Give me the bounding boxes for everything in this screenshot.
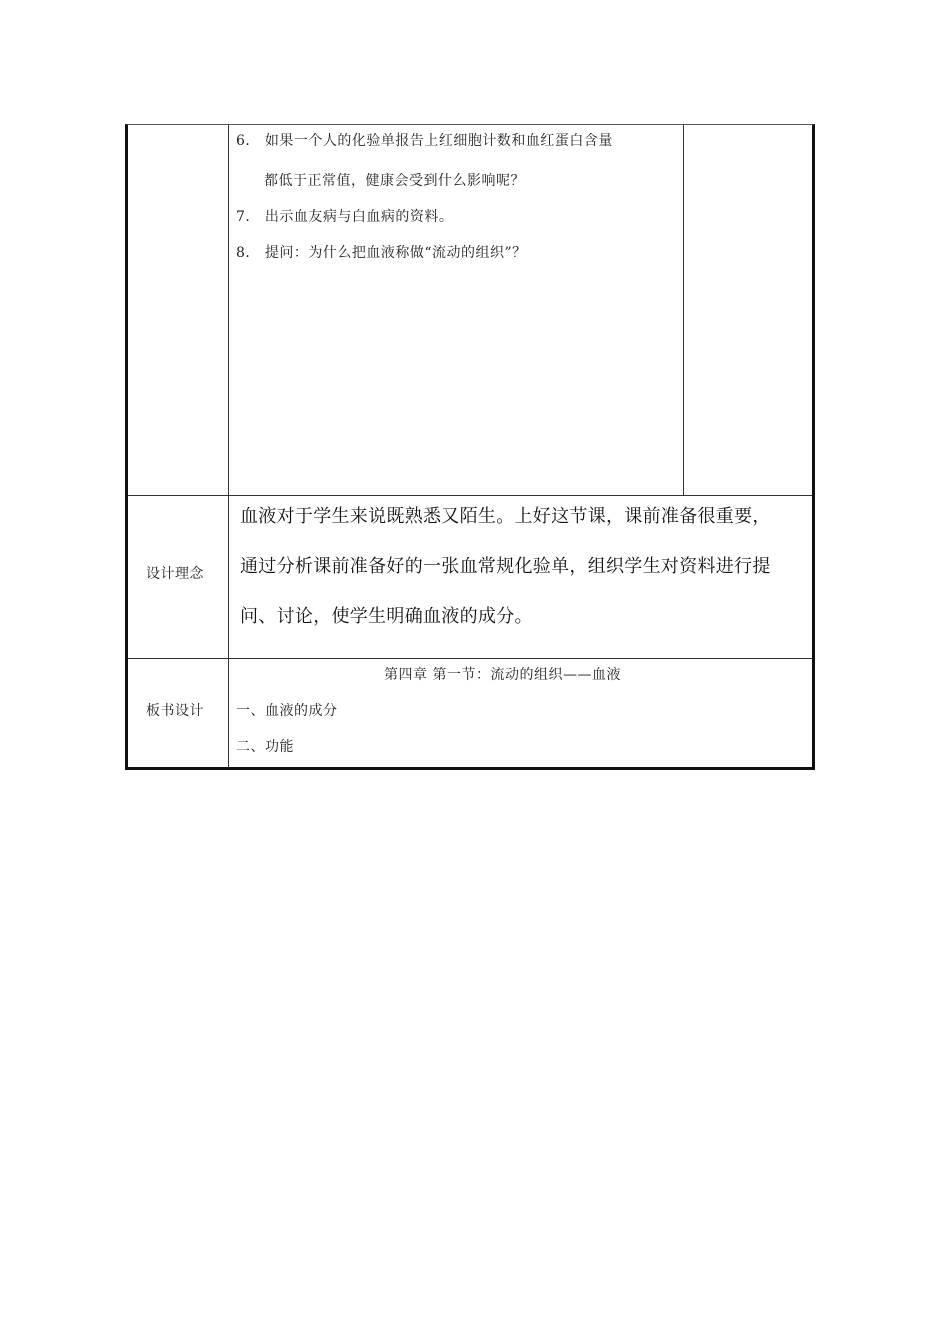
design-concept-label: 设计理念 [146,566,204,582]
design-concept-line-1: 血液对于学生来说既熟悉又陌生。上好这节课，课前准备很重要， [240,506,771,527]
column-divider-left [228,125,229,768]
row-divider-2 [128,658,812,659]
board-point-2: 二、功能 [236,739,294,755]
board-design-label: 板书设计 [146,703,204,719]
design-concept-line-2: 通过分析课前准备好的一张血常规化验单，组织学生对资料进行提 [240,556,771,577]
design-concept-line-3: 问、讨论，使学生明确血液的成分。 [240,606,533,627]
process-item-6: 6． 如果一个人的化验单报告上红细胞计数和血红蛋白含量 [236,133,613,149]
column-divider-right [683,125,684,495]
process-item-8: 8． 提问：为什么把血液称做“流动的组织”？ [236,245,527,261]
row-divider-1 [128,495,812,496]
process-item-6-continued: 都低于正常值，健康会受到什么影响呢？ [264,173,525,189]
board-design-title: 第四章 第一节：流动的组织——血液 [384,667,621,683]
process-item-7: 7． 出示血友病与白血病的资料。 [236,209,454,225]
board-point-1: 一、血液的成分 [236,703,338,719]
